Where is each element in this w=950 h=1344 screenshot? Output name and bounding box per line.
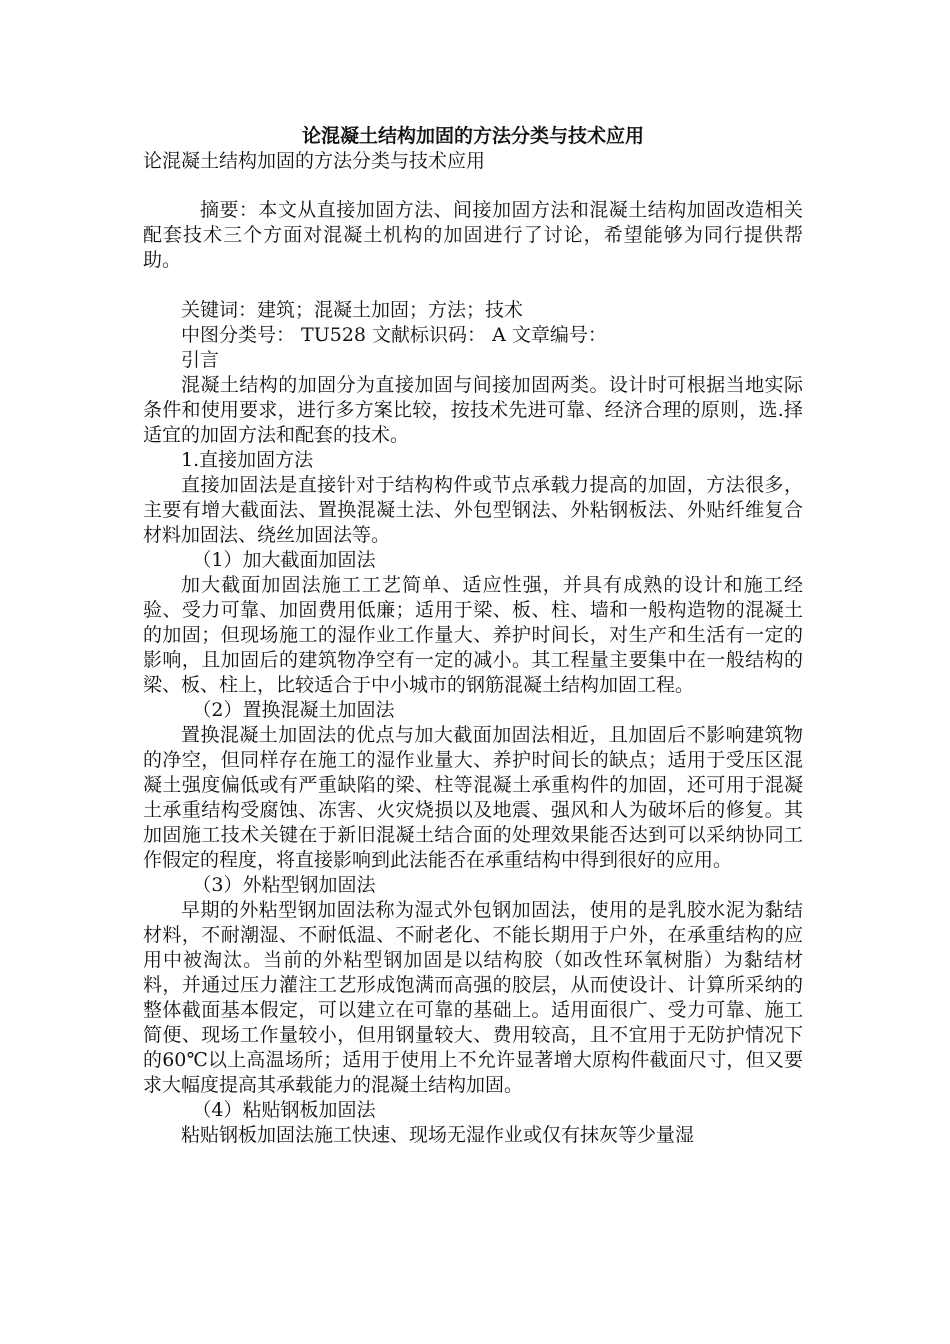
subsection1-paragraph: 加大截面加固法施工工艺简单、适应性强，并具有成熟的设计和施工经验、受力可靠、加固费用低廉；适用于梁、板、柱、墙和一般构造物的混凝土的加固；但现场施工的湿作业工作量大、养护时间长，对生产和生活有一定的影响，且加固后的建筑物净空有一定的减小。其工程量主要集中在一般结构的梁、板、柱上，比较适合于中小城市的钢筋混凝土结构加固工程。 bbox=[143, 574, 803, 696]
classification-line: 中图分类号： TU528 文献标识码： A 文章编号： bbox=[181, 324, 607, 346]
subsection3-paragraph: 早期的外粘型钢加固法称为湿式外包钢加固法，使用的是乳胶水泥为黏结材料，不耐潮湿、不耐低温、不耐老化、不能长期用于户外，在承重结构的应用中被淘汰。当前的外粘型钢加固是以结构胶（如改性环氧树脂）为黏结材料，并通过压力灌注工艺形成饱满而高强的胶层，从而使设计、计算所采纳的整体截面基本假定，可以建立在可靠的基础上。适用面很广、受力可靠、施工简便、现场工作量较小，但用钢量较大、费用较高，且不宜用于无防护情况下的60℃以上高温场所；适用于使用上不允许显著增大原构件截面尺寸，但又要求大幅度提高其承载能力的混凝土结构加固。 bbox=[143, 899, 803, 1096]
subsection1-heading: （1）加大截面加固法 bbox=[192, 549, 376, 571]
section1-heading: 1.直接加固方法 bbox=[181, 449, 314, 471]
document-body bbox=[143, 124, 803, 1148]
subsection2-heading: （2）置换混凝土加固法 bbox=[192, 699, 395, 721]
subsection4-heading: （4）粘贴钢板加固法 bbox=[192, 1099, 376, 1121]
document-subtitle: 论混凝土结构加固的方法分类与技术应用 bbox=[143, 150, 486, 172]
subsection3-heading: （3）外粘型钢加固法 bbox=[192, 874, 376, 896]
section1-paragraph: 直接加固法是直接针对于结构构件或节点承载力提高的加固，方法很多，主要有增大截面法、置换混凝土法、外包型钢法、外粘钢板法、外贴纤维复合材料加固法、绕丝加固法等。 bbox=[143, 474, 803, 546]
subsection2-paragraph: 置换混凝土加固法的优点与加大截面加固法相近，且加固后不影响建筑物的净空，但同样存在施工的湿作业量大、养护时间长的缺点；适用于受压区混凝土强度偏低或有严重缺陷的梁、柱等混凝土承重构件的加固，还可用于混凝土承重结构受腐蚀、冻害、火灾烧损以及地震、强风和人为破坏后的修复。其加固施工技术关键在于新旧混凝土结合面的处理效果能否达到可以采纳协同工作假定的程度，将直接影响到此法能否在承重结构中得到很好的应用。 bbox=[143, 724, 803, 871]
intro-paragraph: 混凝土结构的加固分为直接加固与间接加固两类。设计时可根据当地实际条件和使用要求，进行多方案比较，按技术先进可靠、经济合理的原则，选.择适宜的加固方法和配套的技术。 bbox=[143, 374, 803, 446]
document-title: 论混凝土结构加固的方法分类与技术应用 bbox=[301, 125, 644, 147]
intro-heading: 引言 bbox=[181, 349, 220, 371]
keywords-line: 关键词：建筑；混凝土加固；方法；技术 bbox=[181, 299, 524, 321]
subsection4-paragraph: 粘贴钢板加固法施工快速、现场无湿作业或仅有抹灰等少量湿 bbox=[181, 1124, 695, 1146]
abstract-paragraph: 摘要：本文从直接加固方法、间接加固方法和混凝土结构加固改造相关配套技术三个方面对混凝土机构的加固进行了讨论，希望能够为同行提供帮助。 bbox=[143, 199, 803, 271]
